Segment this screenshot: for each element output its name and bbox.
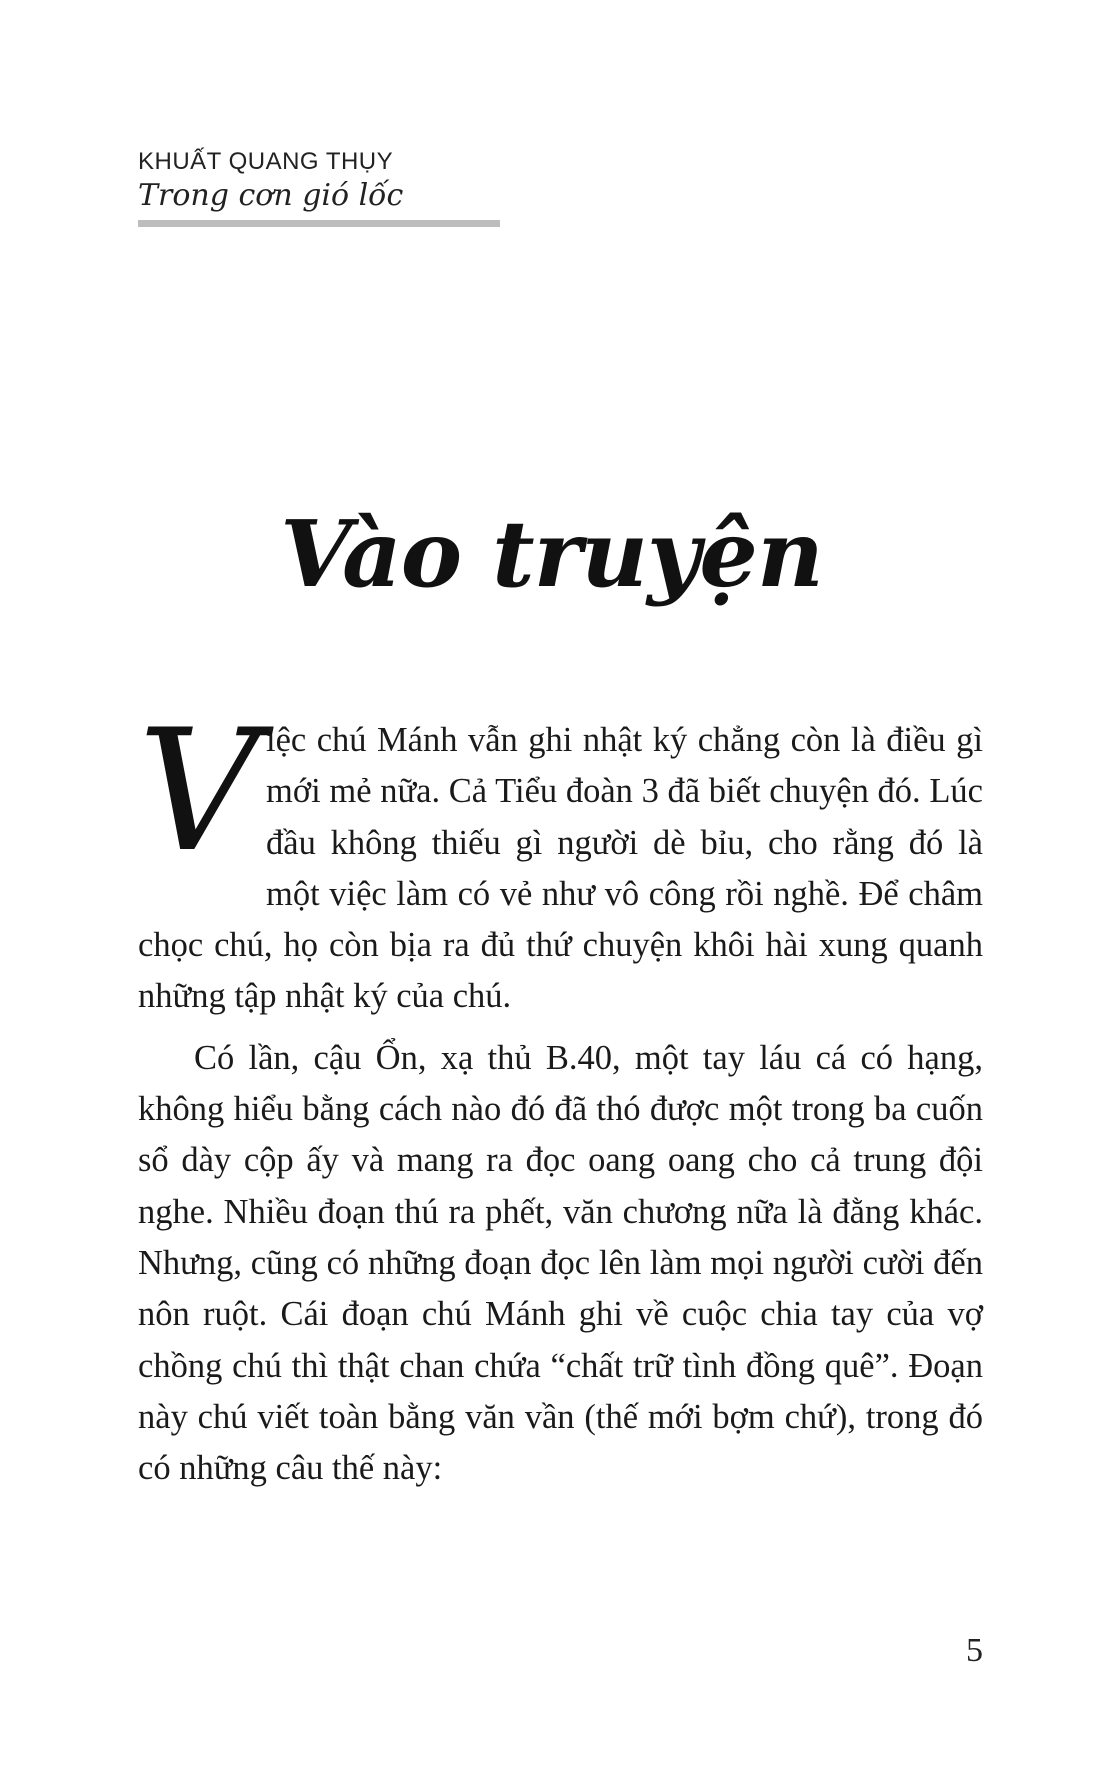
body-text xyxy=(138,693,983,1494)
paragraph-1-text: iệc chú Mánh vẫn ghi nhật ký chẳng còn là điều gì mới mẻ nữa. Cả Tiểu đoàn 3 đã biết chuyện đó. Lúc đầu không thiếu gì người dè bỉu, cho rằng đó là một việc làm có vẻ như vô công rồi nghề. Để châm chọc chú, họ còn bịa ra đủ thứ chuyện khôi hài xung quanh những tập nhật ký của chú. xyxy=(138,721,983,1016)
drop-cap: V xyxy=(138,693,260,889)
page-number: 5 xyxy=(966,1632,983,1669)
paragraph-2: Có lần, cậu Ổn, xạ thủ B.40, một tay láu cá có hạng, không hiểu bằng cách nào đó đã thó được một trong ba cuốn sổ dày cộp ấy và mang ra đọc oang oang cho cả trung đội nghe. Nhiều đoạn thú ra phết, văn chương nữa là đằng khác. Nhưng, cũng có những đoạn đọc lên làm mọi người cười đến nôn ruột. Cái đoạn chú Mánh ghi về cuộc chia tay của vợ chồng chú thì thật chan chứa “chất trữ tình đồng quê”. Đoạn này chú viết toàn bằng văn vần (thế mới bợm chứ), trong đó có những câu thế này: xyxy=(138,1038,983,1488)
header-rule xyxy=(138,220,500,227)
author-name: KHUẤT QUANG THỤY xyxy=(138,148,394,175)
chapter-title: Vào truyện xyxy=(280,500,823,608)
paragraph-1 xyxy=(138,693,983,1023)
running-header xyxy=(138,148,500,216)
book-title: Trong cơn gió lốc xyxy=(138,178,404,213)
